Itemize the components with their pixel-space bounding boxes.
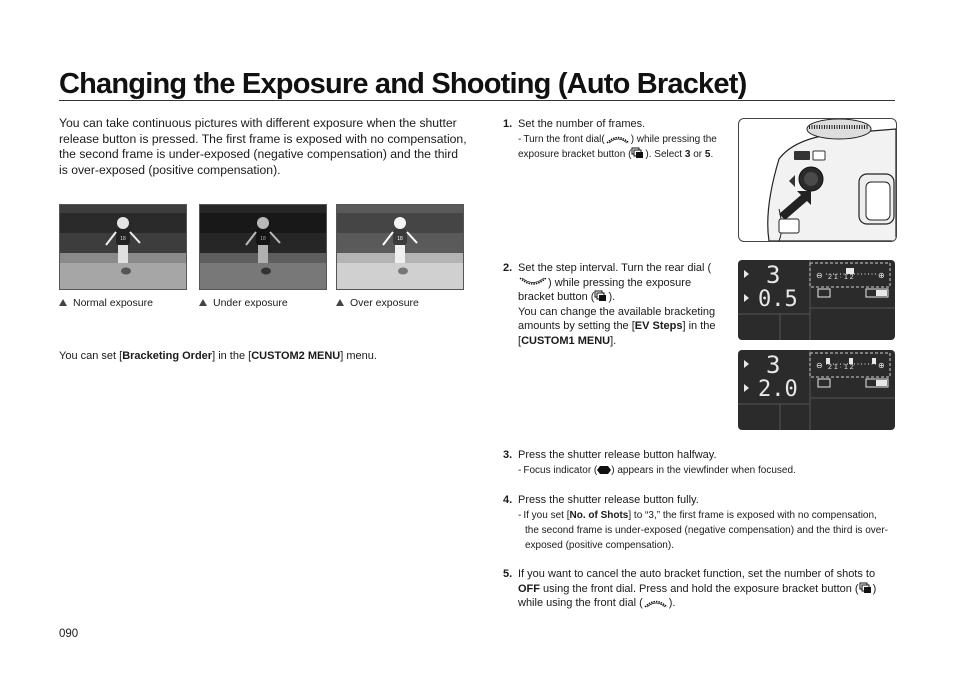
bracketing-order-note: You can set [Bracketing Order] in the [CUSTOM2 MENU] menu. (59, 350, 377, 362)
intro-text: You can take continuous pictures with different exposure when the shutter release button is pressed. The first frame is exposed with no compensation, the second frame is under-exposed (negative compensation) and the third is over-exposed (positive compensation). (59, 116, 467, 177)
svg-text:18: 18 (120, 236, 126, 242)
triangle-icon (336, 299, 344, 306)
step-1: 1. Set the number of frames. - Turn the front dial( ) while pressing the exposure bracket button ( ). Select 3 or 5. (503, 117, 733, 162)
photo-normal-exposure (59, 204, 187, 290)
lcd-display-1 (738, 260, 895, 340)
front-dial-icon (605, 134, 631, 144)
photo-under-exposure (199, 204, 327, 290)
lcd-1-step: 0.5 (758, 287, 798, 312)
title-rule (59, 100, 895, 101)
svg-text:⊕: ⊕ (878, 361, 885, 370)
triangle-icon (199, 299, 207, 306)
caption-normal: Normal exposure (59, 297, 153, 309)
svg-text:18: 18 (260, 236, 266, 242)
step-1-detail: - Turn the front dial( ) while pressing the exposure bracket button ( ). Select 3 or 5. (518, 133, 717, 160)
lcd-1-scale: 2 1 · 1 2 (828, 274, 854, 281)
svg-text:⊕: ⊕ (878, 271, 885, 280)
lcd-2-step: 2.0 (758, 377, 798, 402)
caption-over: Over exposure (336, 297, 419, 309)
photo-over-exposure (336, 204, 464, 290)
lcd-display-2 (738, 350, 895, 430)
front-dial-icon (643, 598, 669, 608)
svg-text:18: 18 (397, 236, 403, 242)
svg-text:⊖: ⊖ (816, 271, 823, 280)
step-3-detail: - Focus indicator ( ) appears in the viewfinder when focused. (518, 464, 796, 476)
page-number: 090 (59, 628, 79, 640)
lcd-2-scale: 2 1 · 1 2 (828, 364, 854, 371)
step-4-detail: - If you set [No. of Shots] to “3,” the first frame is exposed with no compensation, the second frame is under-exposed (negative compensation) and the third is over-exposed (positive compensation). (518, 509, 888, 551)
step-2: 2. Set the step interval. Turn the rear dial () while pressing the exposure bracket button ( ). You can change the available bracketing amounts by setting the [EV Steps] in the [CUSTOM1 MENU]. (503, 262, 716, 347)
step-4: 4. Press the shutter release button fully. - If you set [No. of Shots] to “3,” the first frame is exposed with no compensation, the second frame is under-exposed (negative compensation) and the third is over-exposed (positive compensation). (503, 494, 888, 551)
lcd-2-shots: 3 (766, 351, 781, 379)
rear-dial-icon (518, 276, 548, 288)
step-5: 5. If you want to cancel the auto bracket function, set the number of shots to OFF using the front dial. Press and hold the exposure bracket button ( ) while using the front dial ( ). (503, 568, 877, 609)
caption-under: Under exposure (199, 297, 288, 309)
bracket-button-icon (859, 582, 873, 594)
triangle-icon (59, 299, 67, 306)
lcd-1-shots: 3 (766, 261, 781, 289)
page-title: Changing the Exposure and Shooting (Auto Bracket) (59, 68, 747, 100)
svg-text:⊖: ⊖ (816, 361, 823, 370)
bracket-button-icon (631, 147, 645, 159)
step-3: 3. Press the shutter release button halfway. - Focus indicator ( ) appears in the viewfinder when focused. (503, 448, 883, 478)
focus-indicator-icon (597, 465, 611, 475)
camera-illustration (738, 118, 897, 242)
bracket-button-icon (594, 290, 608, 302)
